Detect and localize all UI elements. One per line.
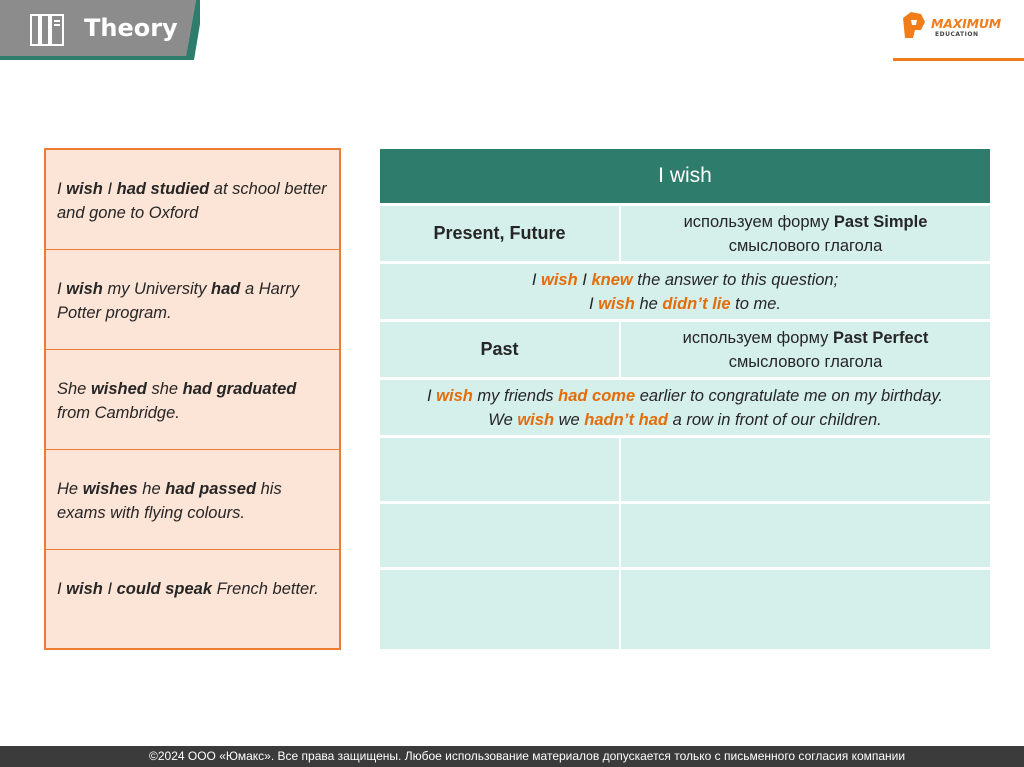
emphasis-text: had graduated bbox=[182, 380, 297, 398]
table-header: I wish bbox=[380, 149, 990, 203]
plain-text: to me. bbox=[730, 295, 781, 313]
plain-text: He bbox=[57, 480, 83, 498]
emphasis-text: had studied bbox=[116, 180, 210, 198]
emphasis-text: wish bbox=[436, 387, 473, 405]
emphasis-text: wish bbox=[66, 280, 103, 298]
plain-text: I bbox=[102, 580, 117, 598]
plain-text: a Harry Potter program. bbox=[57, 280, 300, 322]
plain-text: earlier to congratulate me on my birthday. bbox=[635, 387, 944, 405]
emphasis-text: wish bbox=[517, 411, 555, 429]
rule-present bbox=[621, 206, 990, 261]
plain-text: I bbox=[426, 387, 437, 405]
example-line bbox=[380, 408, 990, 432]
plain-text: She bbox=[57, 380, 91, 398]
emphasis-text: wishes bbox=[82, 480, 138, 498]
plain-text: at school better and gone to Oxford bbox=[57, 180, 327, 222]
i-wish-table bbox=[380, 149, 990, 649]
example-cell bbox=[46, 550, 339, 650]
emphasis-text: knew bbox=[591, 271, 633, 289]
examples-column bbox=[44, 148, 341, 650]
example-present bbox=[380, 264, 990, 316]
rule-past bbox=[621, 322, 990, 377]
emphasis-text: wished bbox=[90, 380, 147, 398]
example-line bbox=[380, 292, 990, 316]
rule-form: Past Simple bbox=[833, 213, 928, 231]
plain-text: I bbox=[531, 271, 541, 289]
header-tab bbox=[0, 0, 196, 60]
example-cell bbox=[46, 150, 339, 250]
column-divider bbox=[619, 438, 621, 501]
emphasis-text: wish bbox=[598, 295, 635, 313]
emphasis-text: had passed bbox=[165, 480, 257, 498]
emphasis-text: wish bbox=[66, 180, 103, 198]
footer-bar bbox=[0, 746, 1024, 767]
plain-text: I bbox=[57, 280, 67, 298]
logo-mark-icon bbox=[901, 8, 927, 42]
rule-prefix: используем форму bbox=[683, 213, 834, 231]
plain-text: French better. bbox=[212, 580, 319, 598]
table-row-past-example bbox=[380, 380, 990, 435]
column-divider bbox=[619, 570, 621, 649]
plain-text: I bbox=[57, 580, 67, 598]
tense-label-past: Past bbox=[480, 339, 519, 359]
emphasis-text: could speak bbox=[116, 580, 212, 598]
emphasis-text: had bbox=[211, 280, 241, 298]
table-row-empty bbox=[380, 438, 990, 501]
plain-text: he bbox=[634, 295, 663, 313]
plain-text: a row in front of our children. bbox=[668, 411, 882, 429]
copyright-text: ©2024 ООО «Юмакс». Все права защищены. Любое использование материалов допускается только с письменного согласия компании bbox=[149, 749, 906, 763]
table-row-empty bbox=[380, 504, 990, 567]
logo-underline bbox=[893, 58, 1024, 61]
plain-text: I bbox=[589, 295, 599, 313]
rule-suffix: смыслового глагола bbox=[728, 353, 883, 371]
plain-text: she bbox=[146, 380, 183, 398]
rule-form: Past Perfect bbox=[832, 329, 929, 347]
logo-subtitle: EDUCATION bbox=[935, 31, 979, 38]
plain-text: he bbox=[137, 480, 166, 498]
example-line bbox=[380, 268, 990, 292]
logo-name: MAXIMUM bbox=[931, 16, 1002, 31]
column-divider bbox=[619, 504, 621, 567]
emphasis-text: didn’t lie bbox=[662, 295, 731, 313]
example-cell bbox=[46, 250, 339, 350]
plain-text: my friends bbox=[472, 387, 559, 405]
plain-text: his exams with flying colours. bbox=[57, 480, 282, 522]
example-line bbox=[380, 384, 990, 408]
plain-text: We bbox=[488, 411, 518, 429]
books-icon bbox=[28, 11, 68, 49]
plain-text: I bbox=[577, 271, 592, 289]
plain-text: from Cambridge. bbox=[57, 404, 180, 422]
plain-text: I bbox=[57, 180, 67, 198]
table-row-past bbox=[380, 322, 990, 377]
tense-label-present: Present, Future bbox=[433, 223, 566, 243]
emphasis-text: had come bbox=[558, 387, 636, 405]
plain-text: my University bbox=[102, 280, 212, 298]
table-row-present bbox=[380, 206, 990, 261]
plain-text: the answer to this question; bbox=[632, 271, 839, 289]
emphasis-text: wish bbox=[66, 580, 103, 598]
page-title: Theory bbox=[84, 14, 178, 42]
example-cell bbox=[46, 450, 339, 550]
emphasis-text: wish bbox=[540, 271, 578, 289]
rule-suffix: смыслового глагола bbox=[728, 237, 883, 255]
example-past bbox=[380, 380, 990, 432]
brand-logo bbox=[893, 0, 1024, 62]
plain-text: I bbox=[102, 180, 117, 198]
table-row-empty bbox=[380, 570, 990, 649]
rule-prefix: используем форму bbox=[682, 329, 833, 347]
emphasis-text: hadn’t had bbox=[584, 411, 669, 429]
plain-text: we bbox=[554, 411, 585, 429]
example-cell bbox=[46, 350, 339, 450]
table-row-present-example bbox=[380, 264, 990, 319]
